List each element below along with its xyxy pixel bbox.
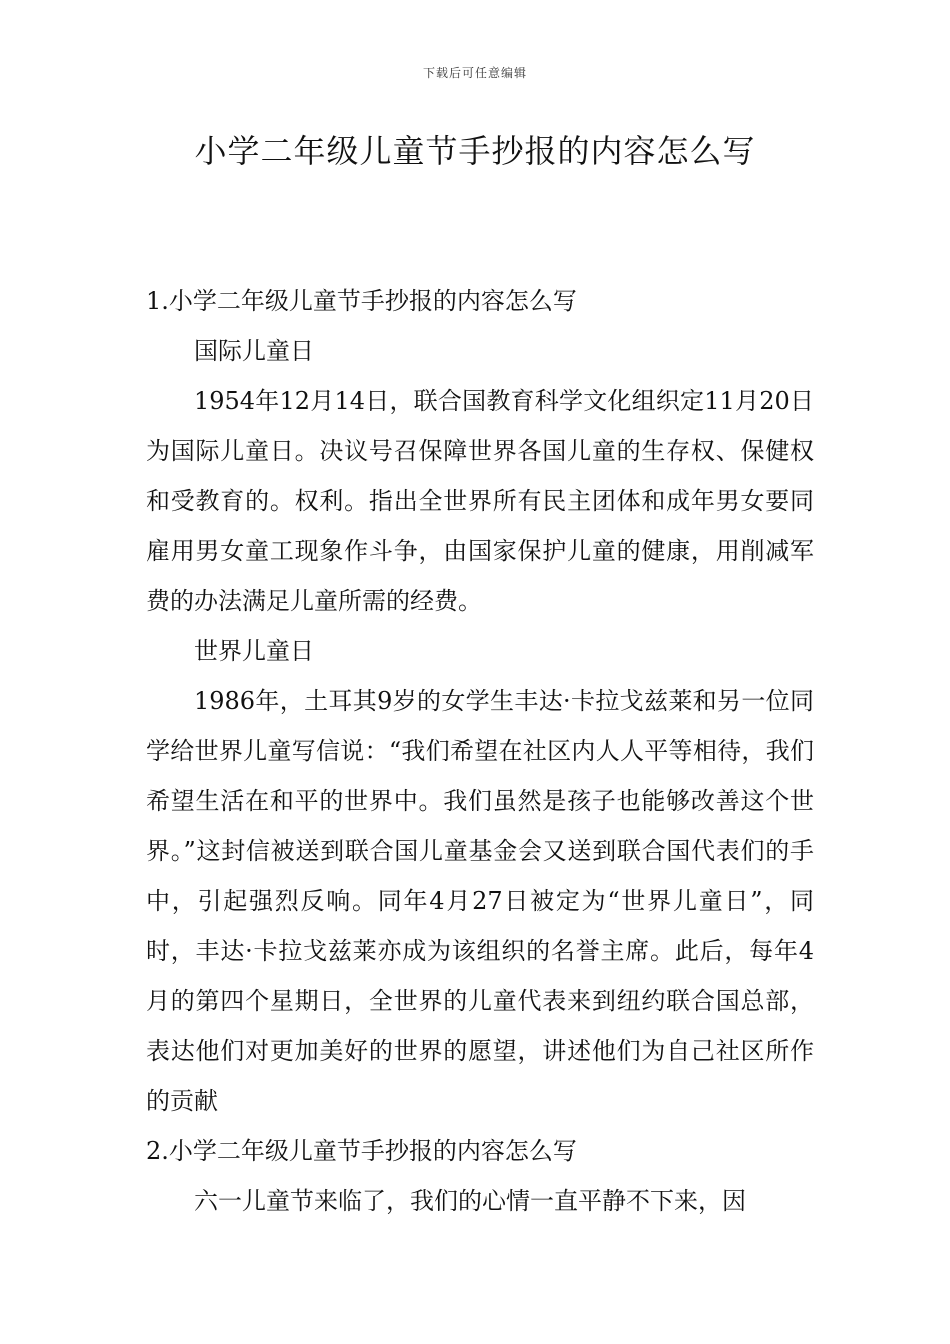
document-body: [146, 276, 814, 1226]
header-note: 下载后可任意编辑: [422, 66, 527, 80]
paragraph-section-2-intro: 六一儿童节来临了，我们的心情一直平静不下来，因: [194, 1187, 746, 1215]
section-heading-2: 2.小学二年级儿童节手抄报的内容怎么写: [146, 1137, 577, 1165]
subheading-international-childrens-day: 国际儿童日: [194, 337, 314, 365]
paragraph-international-childrens-day: 1954年12月14日，联合国教育科学文化组织定11月20日为国际儿童日。决议号召保障世界各国儿童的生存权、保健权和受教育的。权利。指出全世界所有民主团体和成年男女要同雇用男女童工现象作斗争，由国家保护儿童的健康，用削减军费的办法满足儿童所需的经费。: [146, 387, 814, 615]
subheading-world-childrens-day: 世界儿童日: [194, 637, 314, 665]
paragraph-world-childrens-day: 1986年，土耳其9岁的女学生丰达·卡拉戈兹莱和另一位同学给世界儿童写信说：“我们希望在社区内人人平等相待，我们希望生活在和平的世界中。我们虽然是孩子也能够改善这个世界。”这封信被送到联合国儿童基金会又送到联合国代表们的手中，引起强烈反响。同年4月27日被定为“世界儿童日”，同时，丰达·卡拉戈兹莱亦成为该组织的名誉主席。此后，每年4月的第四个星期日，全世界的儿童代表来到纽约联合国总部，表达他们对更加美好的世界的愿望，讲述他们为自己社区所作的贡献: [146, 687, 814, 1115]
document-title: 小学二年级儿童节手抄报的内容怎么写: [194, 132, 756, 170]
section-heading-1: 1.小学二年级儿童节手抄报的内容怎么写: [146, 287, 577, 315]
